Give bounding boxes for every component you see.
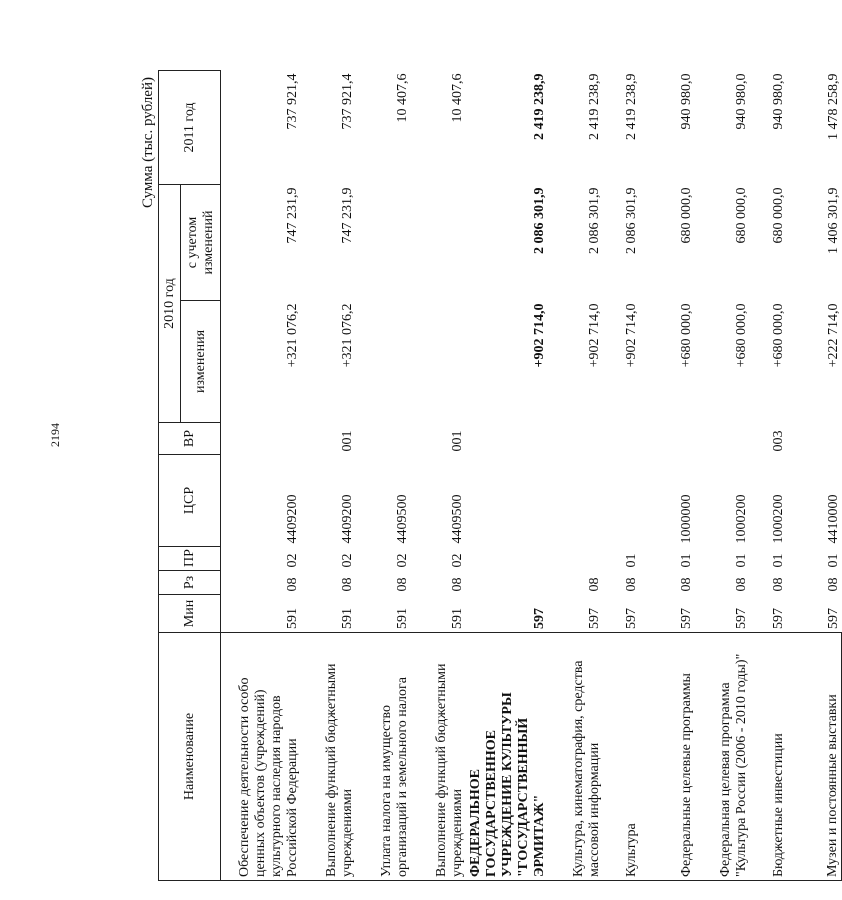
cell-csr: 1000200 bbox=[733, 494, 749, 544]
cell-vr: 003 bbox=[770, 430, 786, 452]
header-name: Наименование bbox=[159, 633, 221, 881]
cell-name: Музеи и постоянные выставки bbox=[787, 633, 842, 881]
cell-name: Бюджетные инвестиции bbox=[750, 633, 787, 881]
cell-with-changes bbox=[356, 185, 411, 301]
budget-table-sheet bbox=[140, 71, 841, 881]
cell-csr: 1000000 bbox=[678, 494, 694, 544]
cell-pr: 01 bbox=[623, 553, 639, 568]
cell-name: Федеральная целевая программа "Культура России (2006 - 2010 годы)" bbox=[695, 633, 750, 881]
header-rz: Рз bbox=[159, 571, 221, 595]
cell-vr bbox=[640, 423, 695, 455]
cell-changes: +222 714,0 bbox=[825, 303, 841, 368]
cell-vr bbox=[356, 423, 411, 455]
cell-y2011: 940 980,0 bbox=[733, 73, 749, 130]
cell-vr bbox=[787, 423, 842, 455]
cell-csr: 4410000 bbox=[825, 494, 841, 544]
cell-y2011: 1 478 258,9 bbox=[825, 73, 841, 140]
cell-y2011: 10 407,6 bbox=[394, 73, 410, 123]
table-row bbox=[640, 71, 695, 881]
cell-changes: +321 076,2 bbox=[284, 303, 300, 368]
cell-changes: +680 000,0 bbox=[733, 303, 749, 368]
cell-with-changes bbox=[411, 185, 466, 301]
table-body bbox=[221, 71, 842, 881]
cell-csr: 4409500 bbox=[449, 494, 465, 544]
cell-pr: 02 bbox=[449, 553, 465, 568]
cell-rz: 08 bbox=[733, 577, 749, 592]
cell-rz: 08 bbox=[284, 577, 300, 592]
cell-csr: 4409200 bbox=[284, 494, 300, 544]
cell-rz: 08 bbox=[678, 577, 694, 592]
cell-vr bbox=[603, 423, 640, 455]
cell-csr: 1000200 bbox=[770, 494, 786, 544]
cell-min: 597 bbox=[623, 608, 639, 629]
cell-with-changes: 2 086 301,9 bbox=[531, 187, 547, 254]
cell-with-changes: 2 086 301,9 bbox=[623, 187, 639, 254]
cell-vr: 001 bbox=[339, 430, 355, 452]
cell-vr bbox=[548, 423, 603, 455]
cell-min: 597 bbox=[586, 608, 602, 629]
table-row bbox=[356, 71, 411, 881]
cell-y2011: 737 921,4 bbox=[339, 73, 355, 130]
cell-min: 591 bbox=[449, 608, 465, 629]
header-pr: ПР bbox=[159, 547, 221, 571]
cell-changes: +680 000,0 bbox=[770, 303, 786, 368]
table-row bbox=[787, 71, 842, 881]
units-note: Сумма (тыс. рублей) bbox=[140, 77, 156, 209]
cell-min: 597 bbox=[531, 608, 547, 629]
table-row bbox=[466, 71, 548, 881]
cell-pr bbox=[548, 547, 603, 571]
cell-min: 597 bbox=[825, 608, 841, 629]
page-number: 2194 bbox=[48, 423, 62, 447]
cell-rz: 08 bbox=[394, 577, 410, 592]
cell-min: 597 bbox=[678, 608, 694, 629]
cell-with-changes: 680 000,0 bbox=[678, 187, 694, 244]
cell-csr: 4409500 bbox=[394, 494, 410, 544]
cell-rz: 08 bbox=[449, 577, 465, 592]
header-csr: ЦСР bbox=[159, 455, 221, 547]
header-with-changes: с учетом изменений bbox=[181, 185, 221, 301]
header-changes: изменения bbox=[181, 301, 221, 423]
cell-pr: 02 bbox=[339, 553, 355, 568]
table-row bbox=[603, 71, 640, 881]
table-row bbox=[695, 71, 750, 881]
cell-y2011: 940 980,0 bbox=[770, 73, 786, 130]
table-row bbox=[301, 71, 356, 881]
cell-pr: 01 bbox=[825, 553, 841, 568]
cell-pr bbox=[466, 547, 548, 571]
cell-changes: +902 714,0 bbox=[586, 303, 602, 368]
cell-name: Уплата налога на имущество организаций и земельного налога bbox=[356, 633, 411, 881]
cell-changes bbox=[411, 301, 466, 423]
cell-rz: 08 bbox=[825, 577, 841, 592]
cell-min: 597 bbox=[733, 608, 749, 629]
cell-vr bbox=[466, 423, 548, 455]
table-row bbox=[750, 71, 787, 881]
table-row bbox=[221, 71, 301, 881]
cell-vr: 001 bbox=[449, 430, 465, 452]
cell-name: ФЕДЕРАЛЬНОЕ ГОСУДАРСТВЕННОЕ УЧРЕЖДЕНИЕ КУЛЬТУРЫ "ГОСУДАРСТВЕННЫЙ ЭРМИТАЖ" bbox=[466, 633, 548, 881]
header-year-2011: 2011 год bbox=[159, 71, 221, 185]
cell-rz: 08 bbox=[623, 577, 639, 592]
cell-y2011: 2 419 238,9 bbox=[586, 73, 602, 140]
cell-pr: 01 bbox=[770, 553, 786, 568]
budget-table bbox=[158, 70, 842, 881]
cell-rz: 08 bbox=[586, 577, 602, 592]
cell-y2011: 737 921,4 bbox=[284, 73, 300, 130]
table-row bbox=[411, 71, 466, 881]
cell-csr bbox=[466, 455, 548, 547]
cell-y2011: 2 419 238,9 bbox=[531, 73, 547, 140]
cell-name: Выполнение функций бюджетными учреждениями bbox=[411, 633, 466, 881]
cell-with-changes: 747 231,9 bbox=[339, 187, 355, 244]
cell-min: 591 bbox=[339, 608, 355, 629]
cell-with-changes: 680 000,0 bbox=[770, 187, 786, 244]
cell-name: Культура bbox=[603, 633, 640, 881]
cell-min: 591 bbox=[284, 608, 300, 629]
cell-pr: 02 bbox=[284, 553, 300, 568]
table-row bbox=[548, 71, 603, 881]
cell-pr: 01 bbox=[678, 553, 694, 568]
cell-csr: 4409200 bbox=[339, 494, 355, 544]
cell-vr bbox=[221, 423, 301, 455]
header-min: Мин bbox=[159, 595, 221, 633]
cell-name: Обеспечение деятельности особо ценных объектов (учреждений) культурного наследия народов Российской Федерации bbox=[221, 633, 301, 881]
cell-name: Федеральные целевые программы bbox=[640, 633, 695, 881]
cell-with-changes: 747 231,9 bbox=[284, 187, 300, 244]
cell-rz bbox=[466, 571, 548, 595]
header-vr: ВР bbox=[159, 423, 221, 455]
cell-min: 591 bbox=[394, 608, 410, 629]
cell-changes: +321 076,2 bbox=[339, 303, 355, 368]
cell-with-changes: 1 406 301,9 bbox=[825, 187, 841, 254]
cell-changes: +680 000,0 bbox=[678, 303, 694, 368]
cell-changes: +902 714,0 bbox=[623, 303, 639, 368]
cell-y2011: 10 407,6 bbox=[449, 73, 465, 123]
cell-csr bbox=[548, 455, 603, 547]
table-header bbox=[159, 71, 221, 881]
cell-with-changes: 2 086 301,9 bbox=[586, 187, 602, 254]
cell-vr bbox=[695, 423, 750, 455]
cell-name: Выполнение функций бюджетными учреждениями bbox=[301, 633, 356, 881]
cell-y2011: 940 980,0 bbox=[678, 73, 694, 130]
header-year-2010: 2010 год bbox=[159, 185, 181, 423]
cell-y2011: 2 419 238,9 bbox=[623, 73, 639, 140]
cell-changes bbox=[356, 301, 411, 423]
cell-csr bbox=[603, 455, 640, 547]
cell-pr: 02 bbox=[394, 553, 410, 568]
cell-pr: 01 bbox=[733, 553, 749, 568]
cell-with-changes: 680 000,0 bbox=[733, 187, 749, 244]
cell-changes: +902 714,0 bbox=[531, 303, 547, 368]
cell-min: 597 bbox=[770, 608, 786, 629]
cell-rz: 08 bbox=[339, 577, 355, 592]
cell-name: Культура, кинематография, средства массовой информации bbox=[548, 633, 603, 881]
cell-rz: 08 bbox=[770, 577, 786, 592]
